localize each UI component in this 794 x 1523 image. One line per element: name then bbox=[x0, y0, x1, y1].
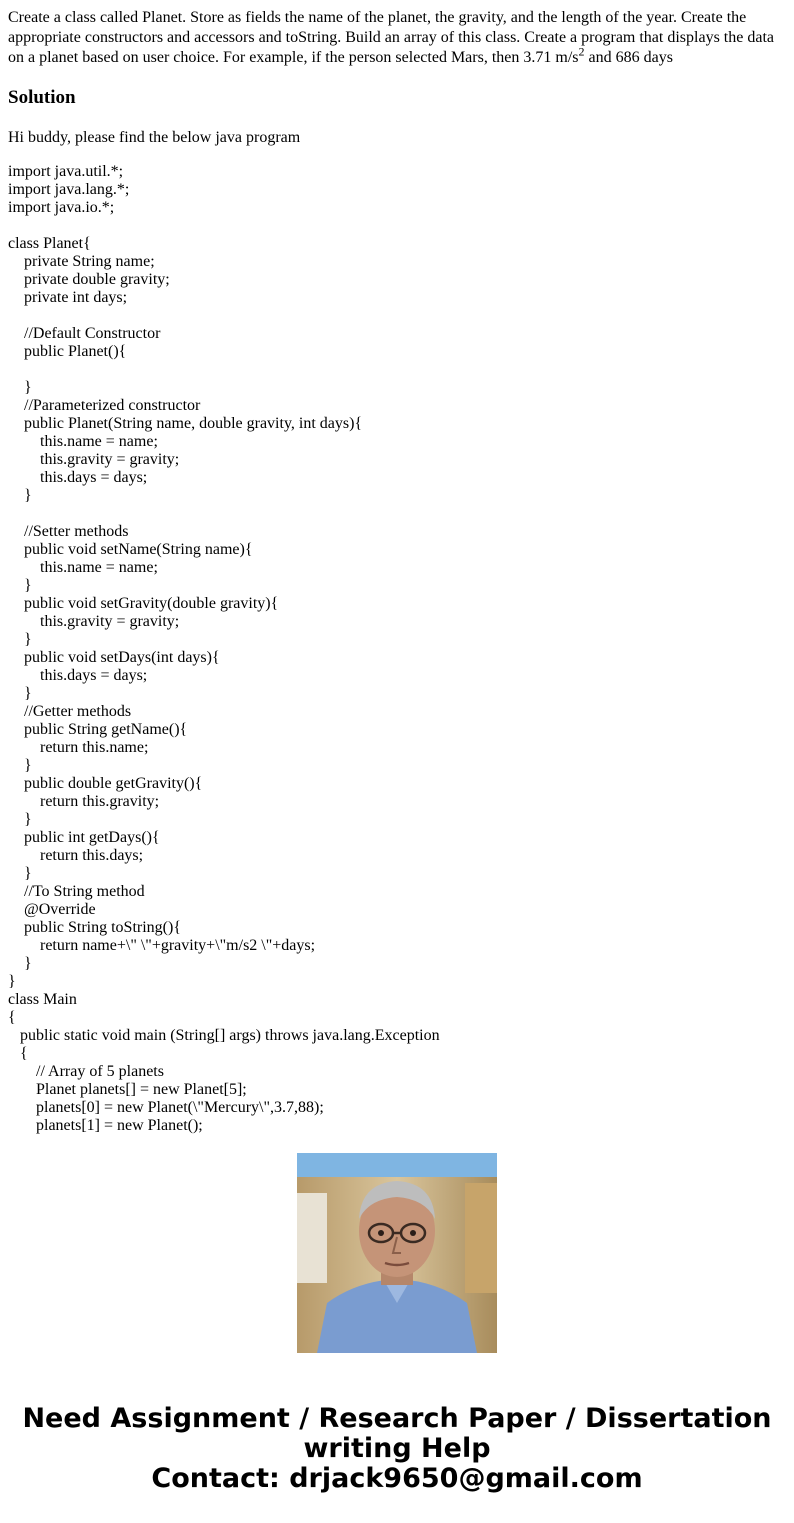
code-line: public String toString(){ bbox=[8, 919, 182, 936]
code-line: //Setter methods bbox=[8, 523, 129, 540]
code-line: import java.io.*; bbox=[8, 199, 115, 216]
code-line: } bbox=[8, 379, 32, 396]
code-line bbox=[8, 217, 786, 235]
code-line: public Planet(String name, double gravity, int days){ bbox=[8, 415, 363, 432]
code-line: //Parameterized constructor bbox=[8, 397, 201, 414]
code-line: public Planet(){ bbox=[8, 343, 127, 360]
question-superscript: 2 bbox=[578, 44, 585, 59]
code-line: //Getter methods bbox=[8, 703, 132, 720]
code-line: } bbox=[8, 955, 32, 972]
code-line: Planet planets[] = new Planet[5]; bbox=[8, 1081, 247, 1098]
code-line: public int getDays(){ bbox=[8, 829, 160, 846]
code-line: this.gravity = gravity; bbox=[8, 613, 180, 630]
code-line: } bbox=[8, 811, 32, 828]
code-line: this.days = days; bbox=[8, 667, 148, 684]
code-line: { bbox=[8, 1009, 16, 1026]
code-line: @Override bbox=[8, 901, 96, 918]
code-line bbox=[8, 307, 786, 325]
code-line: public static void main (String[] args) throws java.lang.Exception bbox=[8, 1027, 440, 1044]
code-block bbox=[8, 163, 786, 1134]
code-line: public void setGravity(double gravity){ bbox=[8, 595, 279, 612]
code-line: } bbox=[8, 865, 32, 882]
author-avatar bbox=[297, 1153, 497, 1353]
code-line: planets[1] = new Planet(); bbox=[8, 1117, 203, 1134]
code-line: this.days = days; bbox=[8, 469, 148, 486]
code-line: // Array of 5 planets bbox=[8, 1063, 164, 1080]
code-line: return this.gravity; bbox=[8, 793, 160, 810]
code-line: return name+\" \"+gravity+\"m/s2 \"+days; bbox=[8, 937, 316, 954]
code-line: class Main bbox=[8, 991, 77, 1008]
code-line: public double getGravity(){ bbox=[8, 775, 203, 792]
code-line: this.name = name; bbox=[8, 433, 158, 450]
banner-line-3: Contact: drjack9650@gmail.com bbox=[151, 1463, 643, 1494]
code-line: private double gravity; bbox=[8, 271, 170, 288]
banner-line-2: writing Help bbox=[303, 1433, 491, 1464]
code-line: private String name; bbox=[8, 253, 155, 270]
code-line: class Planet{ bbox=[8, 235, 91, 252]
question-text bbox=[8, 8, 786, 68]
code-line: return this.days; bbox=[8, 847, 144, 864]
code-line: this.gravity = gravity; bbox=[8, 451, 180, 468]
code-line: } bbox=[8, 577, 32, 594]
code-line: public String getName(){ bbox=[8, 721, 188, 738]
code-line bbox=[8, 361, 786, 379]
code-line: //Default Constructor bbox=[8, 325, 161, 342]
code-line: } bbox=[8, 973, 16, 990]
code-line: import java.util.*; bbox=[8, 163, 124, 180]
code-line: return this.name; bbox=[8, 739, 149, 756]
code-line: } bbox=[8, 631, 32, 648]
document-body bbox=[8, 8, 786, 1134]
code-line: this.name = name; bbox=[8, 559, 158, 576]
code-listing bbox=[8, 163, 786, 1135]
question-main: Create a class called Planet. Store as fields the name of the planet, the gravity, and the length of the year. Create the appropriate constructors and accessors and toString. Build an array of this class. Create a program that displays the data on a planet based on user choice. For example, if the person selected Mars, then 3.71 m/s bbox=[8, 9, 774, 66]
promo-banner bbox=[0, 1404, 794, 1494]
code-line: planets[0] = new Planet(\"Mercury\",3.7,88); bbox=[8, 1099, 324, 1116]
code-line: { bbox=[8, 1045, 28, 1062]
code-line: import java.lang.*; bbox=[8, 181, 130, 198]
solution-intro: Hi buddy, please find the below java program bbox=[8, 129, 301, 146]
code-line bbox=[8, 505, 786, 523]
question-tail: and 686 days bbox=[584, 49, 673, 66]
code-line: } bbox=[8, 757, 32, 774]
code-line: } bbox=[8, 685, 32, 702]
code-line: private int days; bbox=[8, 289, 128, 306]
code-line: public void setDays(int days){ bbox=[8, 649, 220, 666]
code-line: public void setName(String name){ bbox=[8, 541, 253, 558]
banner-line-1: Need Assignment / Research Paper / Dissertation bbox=[22, 1403, 772, 1434]
solution-heading: Solution bbox=[8, 87, 76, 108]
code-line: } bbox=[8, 487, 32, 504]
code-line: //To String method bbox=[8, 883, 145, 900]
